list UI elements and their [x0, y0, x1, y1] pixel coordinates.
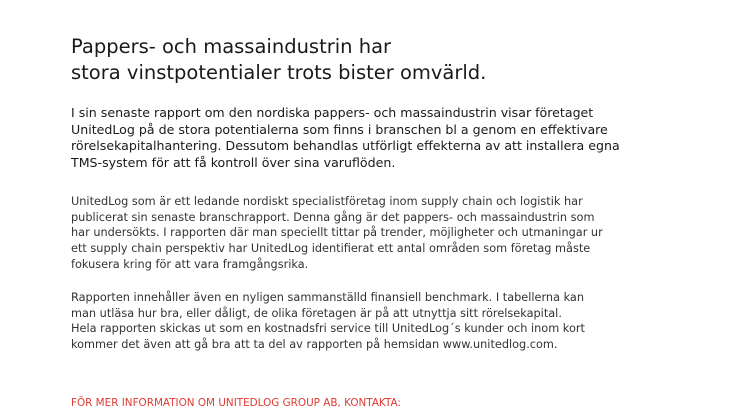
page-title — [71, 34, 711, 86]
body-paragraph-2 — [71, 290, 711, 353]
body-line: publicerat sin senaste branschrapport. Denna gång är det pappers- och massaindustrin som — [71, 210, 595, 224]
lead-line: UnitedLog på de stora potentialerna som finns i branschen bl a genom en effektivare — [71, 121, 608, 137]
contact-heading: FÖR MER INFORMATION OM UNITEDLOG GROUP AB, KONTAKTA: — [71, 397, 401, 409]
body-line: fokusera kring för att vara framgångsrika. — [71, 257, 309, 271]
title-line: Pappers- och massaindustrin har — [71, 35, 392, 58]
body-line: UnitedLog som är ett ledande nordiskt specialistföretag inom supply chain och logistik har — [71, 195, 583, 208]
body-line: Rapporten innehåller även en nyligen sammanställd finansiell benchmark. I tabellerna kan — [71, 291, 585, 304]
body-line: man utläsa hur bra, eller dåligt, de olika företagen är på att utnyttja sitt rörelsekapital. — [71, 306, 562, 320]
lead-line: I sin senaste rapport om den nordiska pappers- och massaindustrin visar företaget — [71, 105, 594, 120]
body-line: ett supply chain perspektiv har UnitedLog identifierat ett antal områden som företag måste — [71, 242, 591, 256]
lead-line: rörelsekapitalhantering. Dessutom behandlas utförligt effekterna av att installera egna — [71, 138, 620, 153]
lead-paragraph — [71, 105, 711, 171]
lead-line: TMS-system för att få kontroll över sina varuflöden. — [71, 154, 396, 170]
body-line: har undersökts. I rapporten där man speciellt tittar på trender, möjligheter och utmaningar ur — [71, 226, 603, 240]
title-line: stora vinstpotentialer trots bister omvärld. — [71, 61, 487, 84]
body-paragraph-1 — [71, 194, 711, 273]
body-line: Hela rapporten skickas ut som en kostnadsfri service till UnitedLog´s kunder och inom kort — [71, 322, 585, 336]
body-line: kommer det även att gå bra att ta del av rapporten på hemsidan www.unitedlog.com. — [71, 338, 558, 352]
